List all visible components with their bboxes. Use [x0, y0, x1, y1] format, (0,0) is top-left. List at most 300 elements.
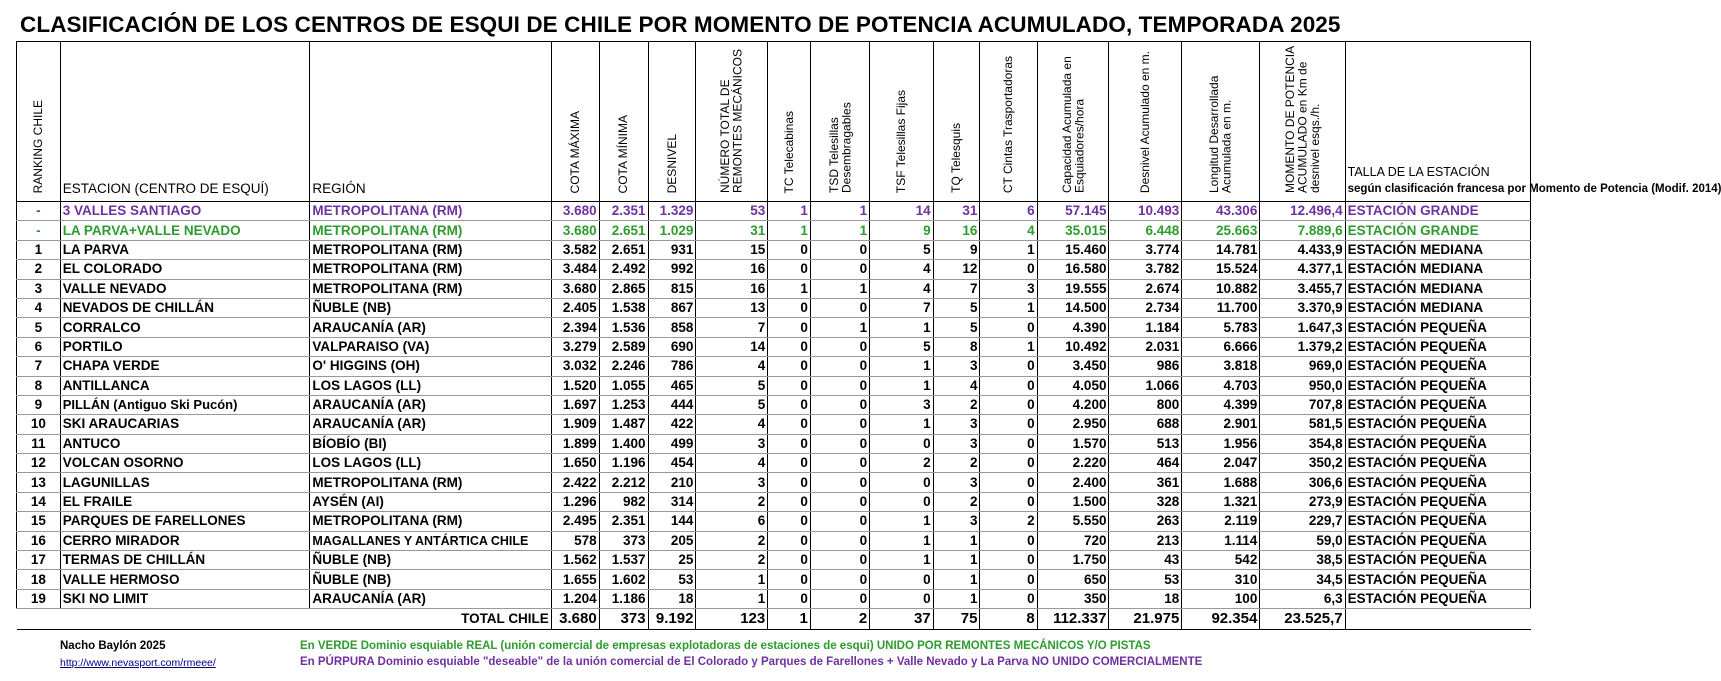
tsf-cell: 0: [870, 570, 933, 589]
header-desnivel-acum: Desnivel Acumulado en m.: [1109, 42, 1182, 202]
tc-cell: 0: [768, 376, 811, 395]
ct-cell: 0: [980, 395, 1037, 414]
cota-min-cell: 1.196: [599, 454, 648, 473]
desnivel-acum-cell: 1.066: [1109, 376, 1182, 395]
capacidad-cell: 4.200: [1037, 395, 1109, 414]
talla-cell: ESTACIÓN PEQUEÑA: [1345, 473, 1530, 492]
total-cmin-cell: 373: [599, 609, 648, 630]
longitud-cell: 1.956: [1182, 434, 1260, 453]
station-name: CORRALCO: [60, 318, 310, 337]
footer-url-link[interactable]: http://www.nevasport.com/rmeee/: [60, 657, 216, 669]
tsf-cell: 0: [870, 492, 933, 511]
ct-cell: 0: [980, 570, 1037, 589]
capacidad-cell: 4.390: [1037, 318, 1109, 337]
capacidad-cell: 35.015: [1037, 221, 1109, 240]
region-cell: METROPOLITANA (RM): [310, 512, 551, 531]
tq-cell: 1: [933, 551, 980, 570]
ranking-cell: 14: [17, 492, 61, 511]
momento-cell: 12.496,4: [1260, 202, 1345, 221]
header-cota-max: COTA MÁXIMA: [551, 42, 599, 202]
header-longitud: Longitud Desarrollada Acumulada en m.: [1182, 42, 1260, 202]
talla-cell: ESTACIÓN PEQUEÑA: [1345, 551, 1530, 570]
header-tc: TC Telecabinas: [768, 42, 811, 202]
desnivel-cell: 690: [648, 337, 696, 356]
table-row: [17, 531, 1531, 550]
tq-cell: 7: [933, 279, 980, 298]
ranking-cell: 19: [17, 589, 61, 608]
tsd-cell: 0: [810, 570, 869, 589]
longitud-cell: 310: [1182, 570, 1260, 589]
region-cell: METROPOLITANA (RM): [310, 240, 551, 259]
cota-min-cell: 1.400: [599, 434, 648, 453]
ct-cell: 0: [980, 415, 1037, 434]
ct-cell: 0: [980, 434, 1037, 453]
table-row: [17, 279, 1531, 298]
desnivel-acum-cell: 361: [1109, 473, 1182, 492]
cota-max-cell: 1.650: [551, 454, 599, 473]
momento-cell: 59,0: [1260, 531, 1345, 550]
tsf-cell: 2: [870, 454, 933, 473]
cota-min-cell: 1.538: [599, 298, 648, 317]
region-cell: VALPARAISO (VA): [310, 337, 551, 356]
ski-ranking-table: [16, 41, 1721, 630]
station-name: 3 VALLES SANTIAGO: [60, 202, 310, 221]
remontes-cell: 15: [696, 240, 768, 259]
desnivel-acum-cell: 53: [1109, 570, 1182, 589]
cota-max-cell: 1.296: [551, 492, 599, 511]
table-row: [17, 221, 1531, 240]
tsd-cell: 1: [810, 221, 869, 240]
ranking-cell: 4: [17, 298, 61, 317]
table-row: [17, 202, 1531, 221]
station-name: CHAPA VERDE: [60, 357, 310, 376]
momento-cell: 950,0: [1260, 376, 1345, 395]
talla-cell: ESTACIÓN PEQUEÑA: [1345, 376, 1530, 395]
table-body: [17, 202, 1531, 630]
longitud-cell: 4.399: [1182, 395, 1260, 414]
cota-min-cell: 1.537: [599, 551, 648, 570]
region-cell: ARAUCANÍA (AR): [310, 395, 551, 414]
tsd-cell: 0: [810, 337, 869, 356]
longitud-cell: 100: [1182, 589, 1260, 608]
momento-cell: 273,9: [1260, 492, 1345, 511]
region-cell: MAGALLANES Y ANTÁRTICA CHILE: [310, 531, 551, 550]
tc-cell: 0: [768, 240, 811, 259]
total-ct-cell: 8: [980, 609, 1037, 630]
tc-cell: 0: [768, 531, 811, 550]
longitud-cell: 542: [1182, 551, 1260, 570]
cota-max-cell: 3.680: [551, 202, 599, 221]
tc-cell: 0: [768, 434, 811, 453]
cota-max-cell: 1.697: [551, 395, 599, 414]
desnivel-cell: 144: [648, 512, 696, 531]
tq-cell: 2: [933, 454, 980, 473]
tsf-cell: 1: [870, 512, 933, 531]
cota-min-cell: 2.651: [599, 221, 648, 240]
cota-max-cell: 3.032: [551, 357, 599, 376]
capacidad-cell: 720: [1037, 531, 1109, 550]
table-row: [17, 589, 1531, 608]
table-row: [17, 357, 1531, 376]
tsd-cell: 1: [810, 202, 869, 221]
tsd-cell: 0: [810, 492, 869, 511]
longitud-cell: 43.306: [1182, 202, 1260, 221]
talla-cell: ESTACIÓN PEQUEÑA: [1345, 395, 1530, 414]
desnivel-cell: 1.329: [648, 202, 696, 221]
remontes-cell: 1: [696, 570, 768, 589]
tsd-cell: 0: [810, 260, 869, 279]
cota-min-cell: 2.351: [599, 202, 648, 221]
tc-cell: 0: [768, 395, 811, 414]
longitud-cell: 1.321: [1182, 492, 1260, 511]
desnivel-cell: 205: [648, 531, 696, 550]
longitud-cell: 2.119: [1182, 512, 1260, 531]
tsd-cell: 1: [810, 318, 869, 337]
cota-min-cell: 2.492: [599, 260, 648, 279]
remontes-cell: 14: [696, 337, 768, 356]
desnivel-acum-cell: 464: [1109, 454, 1182, 473]
momento-cell: 34,5: [1260, 570, 1345, 589]
region-cell: METROPOLITANA (RM): [310, 260, 551, 279]
ranking-cell: 16: [17, 531, 61, 550]
ranking-cell: 6: [17, 337, 61, 356]
table-row: [17, 260, 1531, 279]
tsd-cell: 0: [810, 415, 869, 434]
station-name: VALLE HERMOSO: [60, 570, 310, 589]
desnivel-cell: 314: [648, 492, 696, 511]
tc-cell: 0: [768, 298, 811, 317]
cota-min-cell: 1.536: [599, 318, 648, 337]
cota-max-cell: 1.204: [551, 589, 599, 608]
table-row: [17, 318, 1531, 337]
tq-cell: 31: [933, 202, 980, 221]
capacidad-cell: 14.500: [1037, 298, 1109, 317]
header-tsd: TSD Telesillas Desembragables: [810, 42, 869, 202]
capacidad-cell: 1.750: [1037, 551, 1109, 570]
region-cell: ÑUBLE (NB): [310, 570, 551, 589]
tsd-cell: 0: [810, 240, 869, 259]
tsd-cell: 0: [810, 376, 869, 395]
remontes-cell: 2: [696, 531, 768, 550]
footer-purple-note: En PÚRPURA Dominio esquiable "deseable" de la unión comercial de El Colorado y Parques de Farellones + Valle Nevado y La Parva NO UNIDO COMERCIALMENTE: [300, 656, 1203, 668]
longitud-cell: 15.524: [1182, 260, 1260, 279]
station-name: PORTILO: [60, 337, 310, 356]
momento-cell: 6,3: [1260, 589, 1345, 608]
total-blank: [1345, 609, 1530, 630]
tq-cell: 3: [933, 415, 980, 434]
tq-cell: 12: [933, 260, 980, 279]
station-name: EL FRAILE: [60, 492, 310, 511]
region-cell: ARAUCANÍA (AR): [310, 415, 551, 434]
cota-max-cell: 2.405: [551, 298, 599, 317]
remontes-cell: 31: [696, 221, 768, 240]
momento-cell: 350,2: [1260, 454, 1345, 473]
remontes-cell: 3: [696, 434, 768, 453]
tsf-cell: 1: [870, 357, 933, 376]
tsd-cell: 0: [810, 473, 869, 492]
total-tsf-cell: 37: [870, 609, 933, 630]
cota-max-cell: 1.562: [551, 551, 599, 570]
desnivel-acum-cell: 986: [1109, 357, 1182, 376]
desnivel-cell: 992: [648, 260, 696, 279]
desnivel-acum-cell: 688: [1109, 415, 1182, 434]
capacidad-cell: 16.580: [1037, 260, 1109, 279]
station-name: LAGUNILLAS: [60, 473, 310, 492]
region-cell: LOS LAGOS (LL): [310, 376, 551, 395]
header-talla-subtitle: según clasificación francesa por Momento de Potencia (Modif. 2014): [1347, 183, 1721, 195]
longitud-cell: 1.114: [1182, 531, 1260, 550]
table-row: [17, 395, 1531, 414]
table-row: [17, 454, 1531, 473]
tsd-cell: 0: [810, 434, 869, 453]
region-cell: ÑUBLE (NB): [310, 298, 551, 317]
tc-cell: 0: [768, 589, 811, 608]
ct-cell: 0: [980, 492, 1037, 511]
ranking-cell: 18: [17, 570, 61, 589]
ct-cell: 0: [980, 376, 1037, 395]
header-region: REGIÓN: [310, 42, 551, 202]
tsd-cell: 0: [810, 531, 869, 550]
cota-min-cell: 2.589: [599, 337, 648, 356]
cota-min-cell: 2.351: [599, 512, 648, 531]
station-name: SKI NO LIMIT: [60, 589, 310, 608]
ct-cell: 1: [980, 337, 1037, 356]
talla-cell: ESTACIÓN MEDIANA: [1345, 260, 1530, 279]
table-row: [17, 298, 1531, 317]
cota-min-cell: 2.246: [599, 357, 648, 376]
desnivel-cell: 867: [648, 298, 696, 317]
tc-cell: 0: [768, 551, 811, 570]
tc-cell: 0: [768, 570, 811, 589]
cota-max-cell: 1.520: [551, 376, 599, 395]
talla-cell: ESTACIÓN PEQUEÑA: [1345, 570, 1530, 589]
remontes-cell: 2: [696, 551, 768, 570]
cota-max-cell: 3.680: [551, 221, 599, 240]
remontes-cell: 16: [696, 260, 768, 279]
cota-max-cell: 2.394: [551, 318, 599, 337]
total-mom-cell: 23.525,7: [1260, 609, 1345, 630]
header-capacidad: Capacidad Acumulada en Esquiadores/hora: [1037, 42, 1109, 202]
cota-max-cell: 2.422: [551, 473, 599, 492]
desnivel-acum-cell: 3.774: [1109, 240, 1182, 259]
tq-cell: 3: [933, 473, 980, 492]
station-name: EL COLORADO: [60, 260, 310, 279]
tsf-cell: 9: [870, 221, 933, 240]
region-cell: BÍOBÍO (BI): [310, 434, 551, 453]
cota-max-cell: 2.495: [551, 512, 599, 531]
capacidad-cell: 2.220: [1037, 454, 1109, 473]
station-name: NEVADOS DE CHILLÁN: [60, 298, 310, 317]
tq-cell: 4: [933, 376, 980, 395]
talla-cell: ESTACIÓN PEQUEÑA: [1345, 492, 1530, 511]
tq-cell: 3: [933, 512, 980, 531]
desnivel-cell: 53: [648, 570, 696, 589]
total-row: [17, 609, 1531, 630]
cota-max-cell: 1.899: [551, 434, 599, 453]
tsf-cell: 0: [870, 473, 933, 492]
desnivel-cell: 786: [648, 357, 696, 376]
desnivel-acum-cell: 213: [1109, 531, 1182, 550]
station-name: PILLÁN (Antiguo Ski Pucón): [60, 395, 310, 414]
talla-cell: ESTACIÓN PEQUEÑA: [1345, 589, 1530, 608]
total-tc-cell: 1: [768, 609, 811, 630]
cota-min-cell: 1.487: [599, 415, 648, 434]
header-desnivel: DESNIVEL: [648, 42, 696, 202]
desnivel-cell: 454: [648, 454, 696, 473]
remontes-cell: 6: [696, 512, 768, 531]
station-name: SKI ARAUCARIAS: [60, 415, 310, 434]
capacidad-cell: 3.450: [1037, 357, 1109, 376]
total-rem-cell: 123: [696, 609, 768, 630]
cota-min-cell: 2.651: [599, 240, 648, 259]
cota-max-cell: 3.680: [551, 279, 599, 298]
capacidad-cell: 2.400: [1037, 473, 1109, 492]
cota-min-cell: 373: [599, 531, 648, 550]
tq-cell: 1: [933, 531, 980, 550]
talla-cell: ESTACIÓN PEQUEÑA: [1345, 337, 1530, 356]
desnivel-acum-cell: 2.734: [1109, 298, 1182, 317]
remontes-cell: 7: [696, 318, 768, 337]
talla-cell: ESTACIÓN MEDIANA: [1345, 279, 1530, 298]
longitud-cell: 10.882: [1182, 279, 1260, 298]
table-row: [17, 337, 1531, 356]
region-cell: O' HIGGINS (OH): [310, 357, 551, 376]
ranking-cell: 1: [17, 240, 61, 259]
tsf-cell: 5: [870, 240, 933, 259]
capacidad-cell: 1.500: [1037, 492, 1109, 511]
desnivel-acum-cell: 328: [1109, 492, 1182, 511]
tq-cell: 5: [933, 318, 980, 337]
ranking-cell: 15: [17, 512, 61, 531]
table-row: [17, 551, 1531, 570]
station-name: VALLE NEVADO: [60, 279, 310, 298]
cota-min-cell: 982: [599, 492, 648, 511]
desnivel-acum-cell: 3.782: [1109, 260, 1182, 279]
station-name: ANTILLANCA: [60, 376, 310, 395]
station-name: ANTUCO: [60, 434, 310, 453]
talla-cell: ESTACIÓN PEQUEÑA: [1345, 454, 1530, 473]
ct-cell: 0: [980, 260, 1037, 279]
cota-max-cell: 3.279: [551, 337, 599, 356]
tsf-cell: 5: [870, 337, 933, 356]
tq-cell: 1: [933, 570, 980, 589]
remontes-cell: 4: [696, 357, 768, 376]
desnivel-acum-cell: 18: [1109, 589, 1182, 608]
cota-max-cell: 578: [551, 531, 599, 550]
momento-cell: 1.379,2: [1260, 337, 1345, 356]
ct-cell: 0: [980, 318, 1037, 337]
header-ct: CT Cintas Trasportadoras: [980, 42, 1037, 202]
cota-min-cell: 1.055: [599, 376, 648, 395]
region-cell: ÑUBLE (NB): [310, 551, 551, 570]
tsd-cell: 0: [810, 551, 869, 570]
talla-cell: ESTACIÓN PEQUEÑA: [1345, 531, 1530, 550]
remontes-cell: 4: [696, 454, 768, 473]
tc-cell: 0: [768, 492, 811, 511]
remontes-cell: 13: [696, 298, 768, 317]
talla-cell: ESTACIÓN PEQUEÑA: [1345, 318, 1530, 337]
tsd-cell: 0: [810, 298, 869, 317]
total-desn-cell: 9.192: [648, 609, 696, 630]
desnivel-cell: 422: [648, 415, 696, 434]
momento-cell: 3.370,9: [1260, 298, 1345, 317]
longitud-cell: 5.783: [1182, 318, 1260, 337]
tc-cell: 0: [768, 473, 811, 492]
ranking-cell: 8: [17, 376, 61, 395]
cota-max-cell: 3.484: [551, 260, 599, 279]
tc-cell: 0: [768, 260, 811, 279]
region-cell: ARAUCANÍA (AR): [310, 589, 551, 608]
desnivel-cell: 25: [648, 551, 696, 570]
header-talla-title: TALLA DE LA ESTACIÓN: [1347, 165, 1490, 179]
ranking-cell: 5: [17, 318, 61, 337]
momento-cell: 7.889,6: [1260, 221, 1345, 240]
ct-cell: 6: [980, 202, 1037, 221]
total-dacum-cell: 21.975: [1109, 609, 1182, 630]
talla-cell: ESTACIÓN MEDIANA: [1345, 240, 1530, 259]
table-row: [17, 415, 1531, 434]
cota-max-cell: 1.655: [551, 570, 599, 589]
tsd-cell: 0: [810, 395, 869, 414]
remontes-cell: 5: [696, 395, 768, 414]
longitud-cell: 3.818: [1182, 357, 1260, 376]
tsf-cell: 4: [870, 279, 933, 298]
tsf-cell: 14: [870, 202, 933, 221]
tq-cell: 3: [933, 434, 980, 453]
tq-cell: 3: [933, 357, 980, 376]
talla-cell: ESTACIÓN PEQUEÑA: [1345, 512, 1530, 531]
desnivel-cell: 858: [648, 318, 696, 337]
tc-cell: 0: [768, 337, 811, 356]
station-name: VOLCAN OSORNO: [60, 454, 310, 473]
momento-cell: 354,8: [1260, 434, 1345, 453]
desnivel-acum-cell: 43: [1109, 551, 1182, 570]
tc-cell: 1: [768, 221, 811, 240]
remontes-cell: 4: [696, 415, 768, 434]
table-row: [17, 376, 1531, 395]
momento-cell: 581,5: [1260, 415, 1345, 434]
talla-cell: ESTACIÓN MEDIANA: [1345, 298, 1530, 317]
tc-cell: 0: [768, 318, 811, 337]
tsf-cell: 7: [870, 298, 933, 317]
cota-min-cell: 1.253: [599, 395, 648, 414]
ranking-cell: 7: [17, 357, 61, 376]
table-row: [17, 434, 1531, 453]
table-row: [17, 512, 1531, 531]
momento-cell: 306,6: [1260, 473, 1345, 492]
header-row: [17, 42, 1531, 202]
total-label: TOTAL CHILE: [60, 609, 551, 630]
header-tsf: TSF Telesillas Fijas: [870, 42, 933, 202]
tq-cell: 16: [933, 221, 980, 240]
longitud-cell: 25.663: [1182, 221, 1260, 240]
table-row: [17, 492, 1531, 511]
capacidad-cell: 350: [1037, 589, 1109, 608]
tsf-cell: 1: [870, 531, 933, 550]
desnivel-cell: 1.029: [648, 221, 696, 240]
tsf-cell: 0: [870, 589, 933, 608]
total-tq-cell: 75: [933, 609, 980, 630]
table-row: [17, 570, 1531, 589]
remontes-cell: 16: [696, 279, 768, 298]
total-cap-cell: 112.337: [1037, 609, 1109, 630]
ct-cell: 0: [980, 454, 1037, 473]
longitud-cell: 14.781: [1182, 240, 1260, 259]
desnivel-cell: 499: [648, 434, 696, 453]
desnivel-cell: 931: [648, 240, 696, 259]
ranking-cell: 12: [17, 454, 61, 473]
footer-author: Nacho Baylón 2025: [60, 640, 166, 652]
